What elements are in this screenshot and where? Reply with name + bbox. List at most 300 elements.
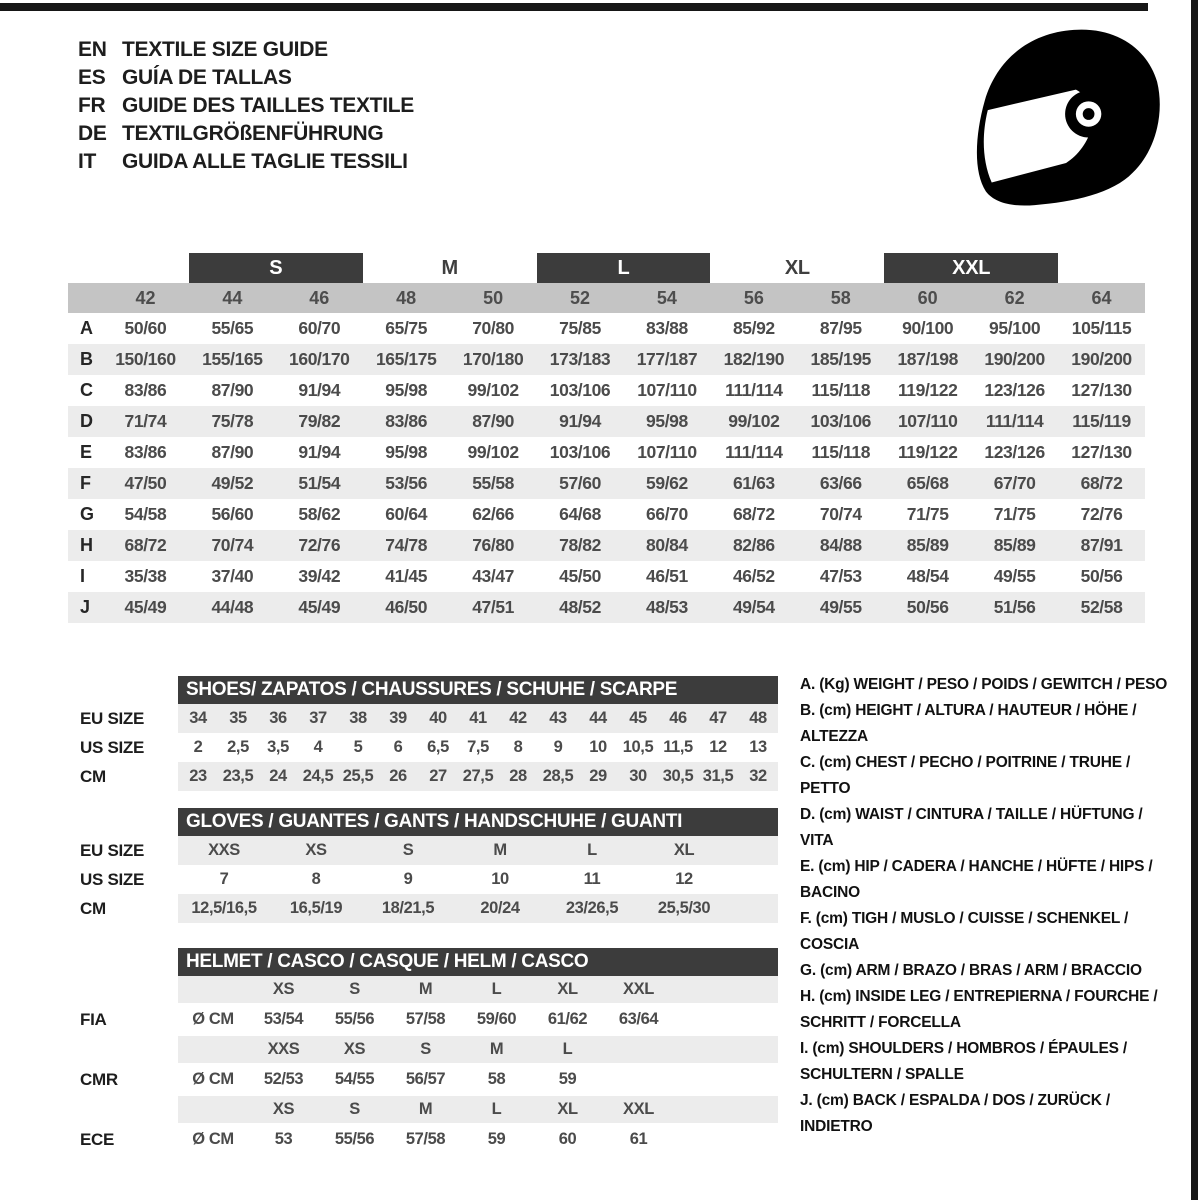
row-letter: F <box>80 473 91 493</box>
size-value: 83/86 <box>124 442 167 462</box>
size-value: 5 <box>353 738 363 756</box>
size-value: 52/58 <box>1080 597 1123 617</box>
size-value: 35 <box>229 709 247 727</box>
size-value: 28 <box>509 767 527 785</box>
size-value: 30,5 <box>662 767 694 785</box>
size-value: 55/56 <box>334 1130 375 1148</box>
size-value: 190/200 <box>984 349 1045 369</box>
textile-column-band <box>68 283 1145 313</box>
size-value: 85/92 <box>732 318 775 338</box>
size-value: XL <box>673 841 695 859</box>
size-value: 51/54 <box>298 473 341 493</box>
size-value: 48/53 <box>646 597 688 617</box>
legend-key: E. <box>800 858 819 875</box>
size-value: 61/63 <box>732 473 775 493</box>
size-value: 47/51 <box>472 597 515 617</box>
size-value: 8 <box>513 738 523 756</box>
row-values <box>178 1096 778 1123</box>
size-value: 71/75 <box>906 504 949 524</box>
legend-key: H. <box>800 988 820 1005</box>
size-value: 10,5 <box>622 738 654 756</box>
size-value: 107/110 <box>897 411 958 431</box>
header-spacer <box>68 253 189 283</box>
row-letter: C <box>80 380 93 400</box>
size-value: 107/110 <box>637 442 697 462</box>
size-value: 20/24 <box>480 899 520 917</box>
row-label: US SIZE <box>80 737 145 757</box>
size-value: 27 <box>429 767 447 785</box>
size-value: 95/98 <box>646 411 688 431</box>
size-value: 48 <box>749 709 767 727</box>
unit-spacer <box>178 1096 248 1123</box>
size-value: 30 <box>629 767 647 785</box>
size-value: 49/55 <box>993 566 1036 586</box>
size-value: 55/56 <box>334 1010 375 1028</box>
language-row <box>78 148 414 176</box>
size-value: 115/118 <box>811 380 871 400</box>
column-label: 64 <box>1091 287 1112 308</box>
size-value: 61/62 <box>547 1010 588 1028</box>
size-value: 74/78 <box>385 535 428 555</box>
size-value: 23/26,5 <box>565 899 619 917</box>
size-value: 23,5 <box>222 767 254 785</box>
size-value: 13 <box>749 738 767 756</box>
size-value: 18/21,5 <box>381 899 435 917</box>
legend-text: HIP / CADERA / HANCHE / HÜFTE / HIPS / BACINO <box>800 858 1153 901</box>
row-label: CM <box>80 766 106 786</box>
size-value: 53/54 <box>263 1010 304 1028</box>
unit-label: Ø CM <box>192 1070 234 1088</box>
size-value: 111/114 <box>725 380 783 400</box>
row-values <box>178 1003 778 1036</box>
size-label: XXL <box>623 980 654 998</box>
size-value: 55/65 <box>211 318 254 338</box>
size-value: 63/64 <box>618 1010 659 1028</box>
size-value: M <box>493 841 507 859</box>
size-value: 2,5 <box>227 738 249 756</box>
helmet-section <box>80 948 778 1156</box>
legend-text: CHEST / PECHO / POITRINE / TRUHE / PETTO <box>800 754 1131 797</box>
row-letter: E <box>80 442 92 462</box>
table-row <box>80 704 778 733</box>
size-value: 36 <box>269 709 287 727</box>
size-value: 44 <box>589 709 607 727</box>
language-code: DE <box>78 122 107 145</box>
size-value: 185/195 <box>810 349 872 369</box>
row-letter: J <box>80 597 90 617</box>
measure-row-g <box>68 499 1145 530</box>
textile-size-header <box>68 253 1145 283</box>
size-value: 40 <box>429 709 447 727</box>
size-value: 115/118 <box>811 442 871 462</box>
legend-unit: (cm) <box>819 806 856 823</box>
size-value: 10 <box>491 870 509 888</box>
standard-label: FIA <box>80 1009 107 1029</box>
size-value: 46/51 <box>646 566 688 586</box>
size-value: 58/62 <box>298 504 341 524</box>
size-value: 44/48 <box>211 597 254 617</box>
size-value: 3,5 <box>267 738 289 756</box>
size-value: 103/106 <box>810 411 872 431</box>
legend-entry <box>800 802 1176 854</box>
size-value: 8 <box>311 870 321 888</box>
size-value: 84/88 <box>819 535 862 555</box>
legend-unit: (cm) <box>812 1040 849 1057</box>
size-label: XL <box>557 980 578 998</box>
size-value: 111/114 <box>725 442 783 462</box>
size-value: 45/49 <box>298 597 341 617</box>
row-values <box>178 762 778 791</box>
size-value: 91/94 <box>559 411 601 431</box>
measure-row-h <box>68 530 1145 561</box>
size-value: 37 <box>309 709 327 727</box>
size-value: 70/74 <box>819 504 862 524</box>
size-value: 25,5 <box>342 767 374 785</box>
size-value: 60/70 <box>298 318 341 338</box>
size-value: 32 <box>749 767 767 785</box>
size-value: 35/38 <box>124 566 167 586</box>
legend-text: TIGH / MUSLO / CUISSE / SCHENKEL / COSCIA <box>800 910 1129 953</box>
size-value: 6,5 <box>427 738 449 756</box>
size-value: 160/170 <box>289 349 350 369</box>
shoes-section <box>80 676 778 791</box>
row-letter: D <box>80 411 93 431</box>
size-label: XS <box>272 1100 295 1118</box>
column-label: 46 <box>309 287 330 308</box>
column-label: 48 <box>396 287 417 308</box>
size-value: 59 <box>558 1070 577 1088</box>
size-value: 87/91 <box>1080 535 1123 555</box>
size-value: L <box>587 841 597 859</box>
row-label <box>80 1096 178 1123</box>
table-row <box>80 733 778 762</box>
size-value: 155/165 <box>202 349 263 369</box>
size-value: 71/74 <box>124 411 167 431</box>
language-code: FR <box>78 94 106 117</box>
size-value: 49/54 <box>732 597 775 617</box>
legend-entry <box>800 1088 1176 1140</box>
size-value: 83/88 <box>646 318 688 338</box>
size-value: 67/70 <box>993 473 1036 493</box>
size-value: 111/114 <box>985 411 1044 431</box>
row-letter: G <box>80 504 94 524</box>
textile-rows <box>68 313 1145 623</box>
size-value: 49/52 <box>211 473 254 493</box>
legend-text: INSIDE LEG / ENTREPIERNA / FOURCHE / SCHRITT / FORCELLA <box>800 988 1158 1031</box>
size-value: 190/200 <box>1071 349 1132 369</box>
size-value: 78/82 <box>559 535 601 555</box>
size-value: 16,5/19 <box>289 899 343 917</box>
size-group-s: S <box>189 253 363 283</box>
page-top-border <box>0 3 1148 11</box>
size-value: 7 <box>219 870 229 888</box>
textile-size-table <box>68 253 1145 623</box>
size-value: 60/64 <box>385 504 428 524</box>
legend-text: ARM / BRAZO / BRAS / ARM / BRACCIO <box>855 962 1142 979</box>
row-label: EU SIZE <box>80 840 145 860</box>
language-row <box>78 120 414 148</box>
helmet-size-header-row <box>80 1036 778 1063</box>
row-label <box>80 1036 178 1063</box>
size-value: 70/80 <box>472 318 515 338</box>
size-value: 41 <box>469 709 487 727</box>
size-value: 57/58 <box>405 1130 446 1148</box>
legend-key: G. <box>800 962 821 979</box>
legend-unit: (cm) <box>816 1092 853 1109</box>
size-value: 38 <box>349 709 367 727</box>
size-value: 25,5/30 <box>657 899 711 917</box>
size-label: XXL <box>623 1100 654 1118</box>
size-value: 56/57 <box>405 1070 446 1088</box>
legend-entry <box>800 854 1176 906</box>
legend-key: D. <box>800 806 820 823</box>
legend-entry <box>800 698 1176 750</box>
unit-label: Ø CM <box>192 1130 234 1148</box>
measure-row-e <box>68 437 1145 468</box>
column-label: 42 <box>135 287 156 308</box>
helmet-value-row-ece <box>80 1123 778 1156</box>
measure-row-j <box>68 592 1145 623</box>
legend-key: A. <box>800 676 820 693</box>
size-value: 42 <box>509 709 527 727</box>
legend-key: C. <box>800 754 820 771</box>
size-label: M <box>418 1100 433 1118</box>
header-spacer <box>1058 253 1145 283</box>
size-value: 103/106 <box>549 442 611 462</box>
legend-key: I. <box>800 1040 813 1057</box>
size-value: 7,5 <box>467 738 489 756</box>
helmet-size-header-row <box>80 976 778 1003</box>
size-value: 99/102 <box>467 380 519 400</box>
size-value: 50/60 <box>124 318 167 338</box>
size-value: 83/86 <box>385 411 428 431</box>
legend-entry <box>800 672 1176 698</box>
size-label: XXS <box>267 1040 300 1058</box>
size-value: 29 <box>589 767 607 785</box>
size-value: 87/95 <box>819 318 862 338</box>
size-value: 99/102 <box>728 411 780 431</box>
size-value: 45 <box>629 709 647 727</box>
size-value: 68/72 <box>1080 473 1123 493</box>
measure-row-i <box>68 561 1145 592</box>
size-value: 34 <box>189 709 207 727</box>
legend-text: WEIGHT / PESO / POIDS / GEWITCH / PESO <box>853 676 1168 693</box>
legend-entry <box>800 750 1176 802</box>
size-label: L <box>562 1040 573 1058</box>
table-row <box>80 894 778 923</box>
size-value: 75/78 <box>211 411 254 431</box>
standard-label: CMR <box>80 1069 118 1089</box>
size-value: 28,5 <box>542 767 574 785</box>
size-value: 165/175 <box>375 349 437 369</box>
size-value: 115/119 <box>1072 411 1131 431</box>
shoes-rows <box>80 704 778 791</box>
size-value: 87/90 <box>211 380 254 400</box>
size-value: 12 <box>675 870 693 888</box>
size-group-m: M <box>441 256 458 279</box>
size-value: 52/53 <box>263 1070 304 1088</box>
helmet-size-header-row <box>80 1096 778 1123</box>
legend-entry <box>800 906 1176 958</box>
language-code: ES <box>78 66 106 89</box>
size-value: 39 <box>389 709 407 727</box>
size-label: S <box>349 1100 360 1118</box>
size-value: 11,5 <box>663 738 693 756</box>
size-value: 150/160 <box>115 349 176 369</box>
size-value: 87/90 <box>472 411 515 431</box>
size-value: 91/94 <box>298 380 341 400</box>
legend-unit: (cm) <box>819 988 856 1005</box>
column-label: 52 <box>570 287 591 308</box>
size-value: 59/60 <box>476 1010 517 1028</box>
size-value: 64/68 <box>559 504 601 524</box>
size-value: 47/50 <box>124 473 167 493</box>
legend-unit: (cm) <box>819 754 856 771</box>
row-label: US SIZE <box>80 869 145 889</box>
size-value: 173/183 <box>549 349 611 369</box>
size-value: 70/74 <box>211 535 254 555</box>
size-value: 75/85 <box>559 318 601 338</box>
size-value: 55/58 <box>472 473 515 493</box>
size-value: 46/50 <box>385 597 428 617</box>
size-value: 71/75 <box>993 504 1036 524</box>
size-value: 45/50 <box>559 566 601 586</box>
size-value: 127/130 <box>1071 442 1132 462</box>
size-value: 26 <box>389 767 407 785</box>
size-label: XL <box>557 1100 578 1118</box>
racing-helmet-icon <box>972 24 1168 208</box>
size-value: 45/49 <box>124 597 167 617</box>
size-value: 95/98 <box>385 380 428 400</box>
size-label: M <box>489 1040 504 1058</box>
size-value: 12,5/16,5 <box>191 899 257 917</box>
row-values <box>178 836 778 865</box>
legend-key: F. <box>800 910 816 927</box>
size-group-l: L <box>537 253 711 283</box>
size-value: 63/66 <box>819 473 862 493</box>
row-values <box>178 865 778 894</box>
size-value: 54/58 <box>124 504 167 524</box>
legend-unit: (cm) <box>819 702 856 719</box>
legend-unit: (Kg) <box>819 676 854 693</box>
size-value: 39/42 <box>298 566 341 586</box>
measure-row-b <box>68 344 1145 375</box>
size-value: 87/90 <box>211 442 254 462</box>
size-value: 51/56 <box>993 597 1036 617</box>
size-value: 82/86 <box>732 535 775 555</box>
size-value: 27,5 <box>462 767 494 785</box>
helmet-rows <box>80 976 778 1156</box>
language-row <box>78 36 414 64</box>
legend-entry <box>800 1036 1176 1088</box>
measure-row-d <box>68 406 1145 437</box>
size-value: 119/122 <box>897 442 958 462</box>
size-value: 99/102 <box>467 442 519 462</box>
table-row <box>80 865 778 894</box>
size-value: 80/84 <box>646 535 688 555</box>
size-value: 47/53 <box>819 566 862 586</box>
size-value: 182/190 <box>723 349 785 369</box>
size-value: 177/187 <box>636 349 698 369</box>
language-code: IT <box>78 150 97 173</box>
size-value: 68/72 <box>732 504 775 524</box>
unit-label: Ø CM <box>192 1010 234 1028</box>
size-label: M <box>418 980 433 998</box>
size-value: 43/47 <box>472 566 515 586</box>
size-value: 72/76 <box>298 535 341 555</box>
helmet-title: HELMET / CASCO / CASQUE / HELM / CASCO <box>178 948 778 976</box>
size-value: 41/45 <box>385 566 428 586</box>
unit-spacer <box>178 1036 248 1063</box>
legend-list <box>800 672 1176 1140</box>
size-value: 95/100 <box>989 318 1041 338</box>
size-value: 59/62 <box>646 473 688 493</box>
legend-unit: (cm) <box>820 962 856 979</box>
measure-row-c <box>68 375 1145 406</box>
size-group-xxl: XXL <box>884 253 1058 283</box>
row-values <box>178 733 778 762</box>
size-value: 48/52 <box>559 597 601 617</box>
size-value: 48/54 <box>906 566 949 586</box>
column-label: 62 <box>1004 287 1025 308</box>
size-value: 57/60 <box>559 473 601 493</box>
legend-text: WAIST / CINTURA / TAILLE / HÜFTUNG / VITA <box>800 806 1143 849</box>
size-value: S <box>402 841 414 859</box>
size-value: 62/66 <box>472 504 515 524</box>
language-code: EN <box>78 38 107 61</box>
size-value: 61 <box>629 1130 648 1148</box>
size-label: XS <box>272 980 295 998</box>
legend-entry <box>800 958 1176 984</box>
size-value: 6 <box>393 738 403 756</box>
size-value: 90/100 <box>902 318 954 338</box>
gloves-section <box>80 808 778 923</box>
column-label: 50 <box>483 287 504 308</box>
helmet-value-row-cmr <box>80 1063 778 1096</box>
size-value: 4 <box>313 738 323 756</box>
size-value: 187/198 <box>897 349 958 369</box>
language-row <box>78 64 414 92</box>
size-value: 11 <box>583 870 601 888</box>
size-group-xl: XL <box>784 256 810 279</box>
table-row <box>80 762 778 791</box>
size-value: XS <box>305 841 327 859</box>
row-values <box>178 1063 778 1096</box>
size-label: XS <box>343 1040 366 1058</box>
size-value: 56/60 <box>211 504 254 524</box>
size-value: 68/72 <box>124 535 167 555</box>
size-value: 83/86 <box>124 380 167 400</box>
row-values <box>178 704 778 733</box>
size-value: 53 <box>274 1130 293 1148</box>
row-letter: A <box>80 318 93 338</box>
standard-label: ECE <box>80 1129 115 1149</box>
size-value: 65/75 <box>385 318 428 338</box>
row-values <box>178 976 778 1003</box>
language-title: GUÍA DE TALLAS <box>122 66 292 89</box>
size-label: L <box>491 980 502 998</box>
language-title: TEXTILGRÖßENFÜHRUNG <box>122 122 384 145</box>
legend-unit: (cm) <box>818 858 855 875</box>
size-value: 91/94 <box>298 442 341 462</box>
size-value: 54/55 <box>334 1070 375 1088</box>
column-label: 58 <box>830 287 851 308</box>
size-value: 37/40 <box>211 566 254 586</box>
unit-spacer <box>178 976 248 1003</box>
size-label: L <box>491 1100 502 1118</box>
size-value: 60 <box>558 1130 577 1148</box>
size-value: XXS <box>208 841 240 859</box>
